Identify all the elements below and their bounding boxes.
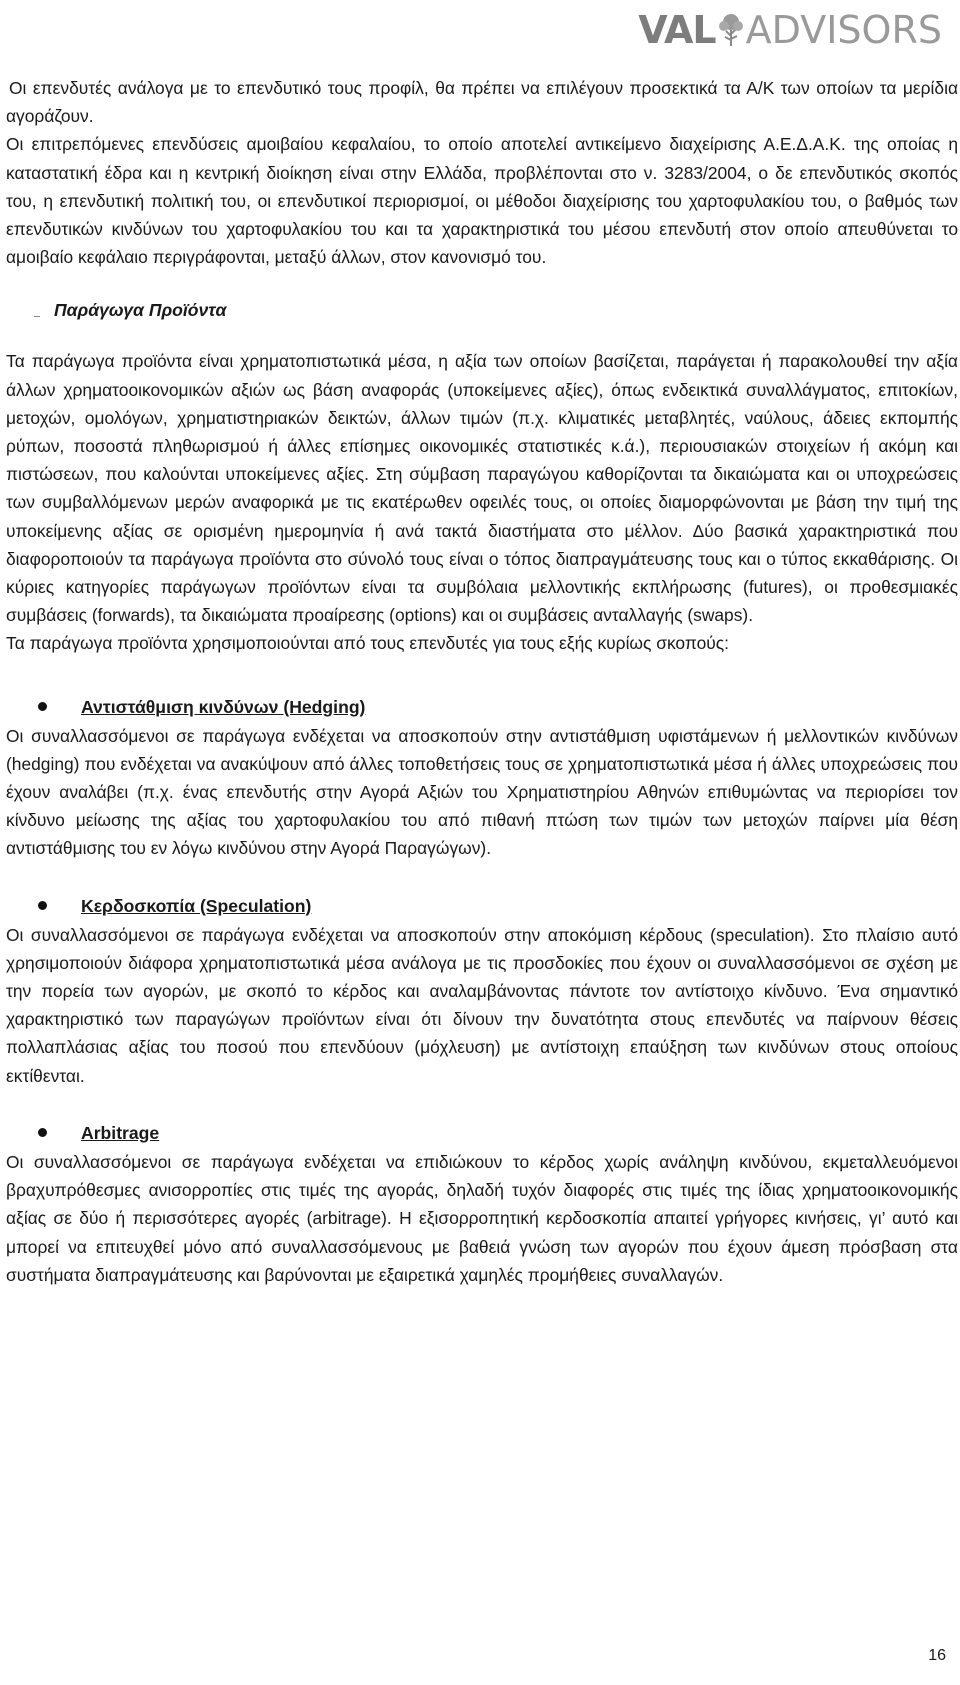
bullet-title: Αντιστάθμιση κινδύνων (Hedging)	[81, 696, 366, 717]
derivatives-paragraph: Τα παράγωγα προϊόντα είναι χρηματοπιστωτικά μέσα, η αξία των οποίων βασίζεται, παράγεται ή παρακολουθεί την αξία άλλων χρηματοοικονομικών αξιών ως βάση αναφοράς (υποκείμενες αξίες), όπως ενδεικτικά συναλλάγματος, επιτοκίων, μετοχών, ομολόγων, χρηματιστηριακών δεικτών, άλλων τιμών (π.χ. κλιματικές μεταβλητές, ναύλους, άδειες εκπομπής ρύπων, ποσοστά πληθωρισμού ή άλλες επίσημες οικονομικές στατιστικές κ.ά.), περιουσιακών στοιχείων ή ακόμη και πιστώσεων, που καλούνται υποκείμενες αξίες. Στη σύμβαση παραγώγου καθορίζονται τα δικαιώματα και οι υποχρεώσεις των συμβαλλόμενων μερών αναφορικά με τις εκατέρωθεν οφειλές τους, οι οποίες διαμορφώνονται με βάση την τιμή της υποκείμενης αξίας σε ορισμένη ημερομηνία ή ανά τακτά διαστήματα στο μέλλον. Δύο βασικά χαρακτηριστικά που διαφοροποιούν τα παράγωγα προϊόντα στο σύνολό τους είναι ο τόπος διαπραγμάτευσης τους και ο τύπος εκκαθάρισης. Οι κύριες κατηγορίες παράγωγων προϊόντων είναι τα συμβόλαια μελλοντικής εκπλήρωσης (futures), οι προθεσμιακές συμβάσεις (forwards), τα δικαιώματα προαίρεσης (options) και οι συμβάσεις ανταλλαγής (swaps).	[6, 351, 958, 626]
brand-logo	[638, 8, 942, 52]
bullet-speculation	[6, 891, 958, 921]
page-number: 16	[928, 1647, 946, 1664]
bullet-icon	[38, 901, 47, 910]
purposes-intro: Τα παράγωγα προϊόντα χρησιμοποιούνται από τους επενδυτές για τους εξής κυρίως σκοπούς:	[6, 633, 730, 654]
heading-marker	[34, 316, 40, 317]
logo-val-text: VAL	[638, 8, 716, 52]
bullet-body: Οι συναλλασσόμενοι σε παράγωγα ενδέχεται να επιδιώκουν το κέρδος χωρίς ανάληψη κινδύνου, εκμεταλλευόμενοι βραχυπρόθεσμες ανισορροπίες στις τιμές της αγοράς, δηλαδή τυχόν διαφορές στις τιμές της ίδιας χρηματοοικονομικής αξίας σε δύο ή περισσότερες αγορές (arbitrage). Η εξισορροπητική κερδοσκοπία απαιτεί γρήγορες κινήσεις, γι’ αυτό και μπορεί να επιτευχθεί μόνο από συναλλασσόμενους με βαθειά γνώση των αγορών που έχουν άμεση πρόσβαση στα συστήματα διαπραγμάτευσης και βαρύνονται με εξαιρετικά χαμηλές προμήθειες συναλλαγών.	[6, 1151, 958, 1285]
bullet-arbitrage	[6, 1118, 958, 1148]
bullet-title: Arbitrage	[81, 1122, 160, 1143]
bullet-body: Οι συναλλασσόμενοι σε παράγωγα ενδέχεται να αποσκοπούν στην αντιστάθμιση υφιστάμενων ή μελλοντικών κινδύνων (hedging) που ενδέχεται να ανακύψουν από άλλες τοποθετήσεις τους σε χρηματοπιστωτικά μέσα ή άλλες υποχρεώσεις που έχουν αναλάβει (π.χ. ένας επενδυτής στην Αγορά Αξιών του Χρηματιστηρίου Αθηνών επιθυμώντας να περιορίσει τον κίνδυνο μείωσης της αξίας του χαρτοφυλακίου του από πιθανή πτώση των τιμών των μετοχών παίρνει μία θέση αντιστάθμισης του εν λόγω κινδύνου στην Αγορά Παραγώγων).	[6, 725, 958, 859]
intro-paragraph-1: Οι επενδυτές ανάλογα με το επενδυτικό τους προφίλ, θα πρέπει να επιλέγουν προσεκτικά τα Α/Κ των οποίων τα μερίδια αγοράζουν.	[6, 78, 958, 127]
logo-advisors-text: ADVISORS	[745, 8, 942, 52]
document-body	[6, 74, 958, 1289]
intro-paragraph-2: Οι επιτρεπόμενες επενδύσεις αμοιβαίου κεφαλαίου, το οποίο αποτελεί αντικείμενο διαχείρισης Α.Ε.Δ.Α.Κ. της οποίας η καταστατική έδρα και η κεντρική διοίκηση είναι στην Ελλάδα, προβλέπονται στο ν. 3283/2004, ο δε επενδυτικός σκοπός του, η επενδυτική πολιτική του, οι επενδυτικοί περιορισμοί, οι μέθοδοι διαχείρισης του χαρτοφυλακίου του, ο βαθμός των επενδυτικών κινδύνων του χαρτοφυλακίου του και τα χαρακτηριστικά του μέσου επενδυτή στον οποίο απευθύνεται το αμοιβαίο κεφάλαιο περιγράφονται, μεταξύ άλλων, στον κανονισμό του.	[6, 134, 958, 268]
bullet-icon	[38, 1128, 47, 1137]
bullet-icon	[38, 702, 47, 711]
section-heading	[6, 295, 958, 325]
bullet-body: Οι συναλλασσόμενοι σε παράγωγα ενδέχεται να αποσκοπούν στην αποκόμιση κέρδους (speculation). Στο πλαίσιο αυτό χρησιμοποιούν διάφορα χρηματοπιστωτικά μέσα ανάλογα με τις προσδοκίες που έχουν οι συναλλασσόμενοι σε σχέση με την πορεία των αγορών, με σκοπό το κέρδος και αναλαμβάνοντας πάντοτε τον αντίστοιχο κίνδυνο. Ένα σημαντικό χαρακτηριστικό των παραγώγων προϊόντων είναι ότι δίνουν την δυνατότητα στους επενδυτές να παίρνουν θέσεις πολλαπλάσιας αξίας του ποσού που επενδύουν (μόχλευση) με αντίστοιχη επαύξηση των κινδύνων στους οποίους εκτίθενται.	[6, 924, 958, 1086]
section-title: Παράγωγα Προϊόντα	[54, 300, 227, 321]
tree-icon	[717, 12, 745, 48]
bullet-hedging	[6, 692, 958, 722]
bullet-title: Κερδοσκοπία (Speculation)	[81, 895, 312, 916]
